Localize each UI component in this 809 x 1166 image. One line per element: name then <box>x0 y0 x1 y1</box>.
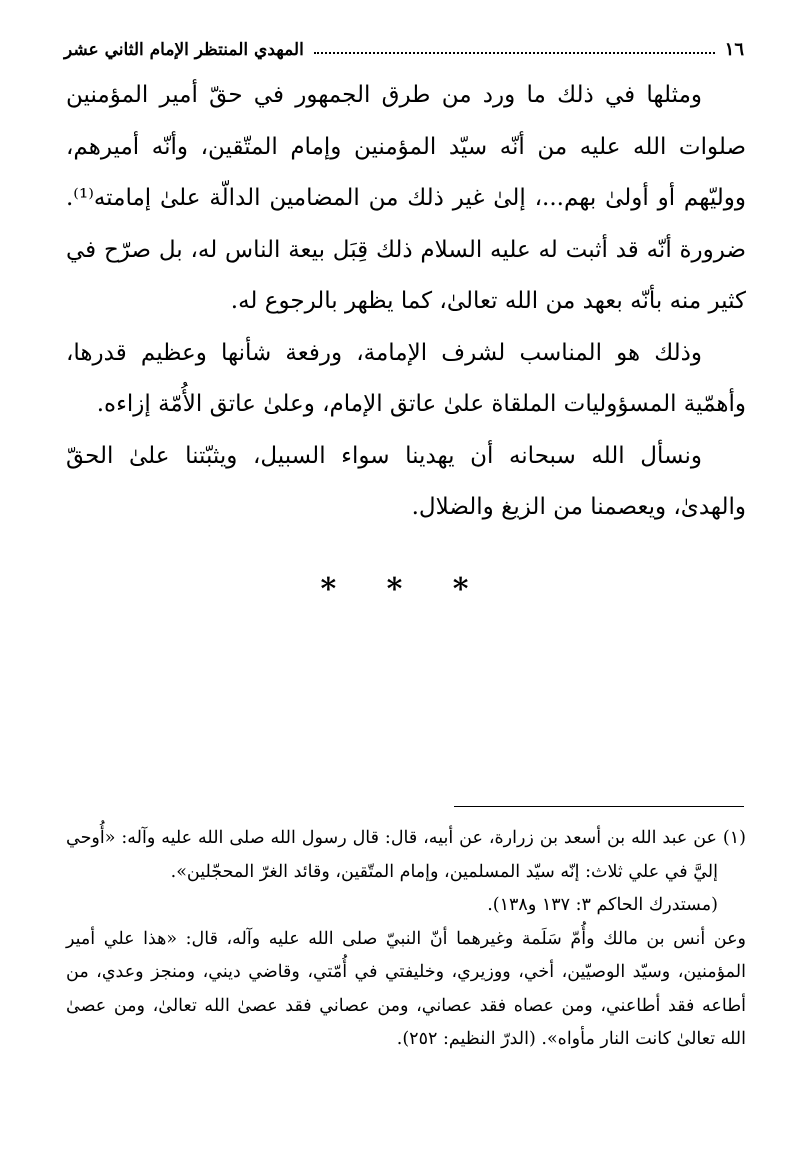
running-title: المهدي المنتظر الإمام الثاني عشر <box>64 40 304 60</box>
running-header <box>64 30 744 60</box>
footnote-text: وعن أنس بن مالك وأُمّ سَلَمة وغيرهما أنّ النبيّ صلى الله عليه وآله، قال: «هذا علي أمير المؤمنين، وسيّد الوصيّين، أخي، ووزيري، وخليفتي في أُمّتي، وقاضي ديني، ومنجز وعدي، من أطاعه فقد أطاعني، ومن عصاه فقد عصاني، ومن عصاني فقد عصىٰ الله تعالىٰ، ومن عصىٰ الله تعالىٰ كانت النار مأواه». (الدرّ النظيم: ٢٥٢). <box>66 928 746 1049</box>
section-separator: * * * <box>320 572 489 607</box>
paragraph: وذلك هو المناسب لشرف الإمامة، ورفعة شأنها وعظيم قدرها، وأهمّية المسؤوليات الملقاة علىٰ عاتق الإمام، وعلىٰ عاتق الأُمّة إزاءه. <box>66 339 746 417</box>
footnote-rule <box>454 806 744 807</box>
footnotes <box>66 822 746 1057</box>
footnote-text: (١) عن عبد الله بن أسعد بن زرارة، عن أبيه، قال: قال رسول الله صلى الله عليه وآله: «أُوحي إليَّ في علي ثلاث: إنّه سيّد المسلمين، وإمام المتّقين، وقائد الغرّ المحجّلين». <box>66 828 746 882</box>
footnote-citation: (مستدرك الحاكم ٣: ١٣٧ و١٣٨). <box>487 895 718 915</box>
dotted-leader <box>314 52 715 54</box>
page-number: ١٦ <box>724 39 744 60</box>
main-text <box>66 70 746 534</box>
paragraph: ونسأل الله سبحانه أن يهدينا سواء السبيل، ويثبّتنا علىٰ الحقّ والهدىٰ، ويعصمنا من الزيغ والضلال. <box>66 442 746 520</box>
paragraph: ومثلها في ذلك ما ورد من طرق الجمهور في حقّ أمير المؤمنين صلوات الله عليه من أنّه سيّد المؤمنين وإمام المتّقين، وأنّه أميرهم، ووليّهم أو أولىٰ بهم...، إلىٰ غير ذلك من المضامين الدالّة علىٰ إمامته⁽¹⁾. ضرورة أنّه قد أثبت له عليه السلام ذلك قِبَل بيعة الناس له، بل صرّح في كثير منه بأنّه بعهد من الله تعالىٰ، كما يظهر بالرجوع له. <box>66 82 746 314</box>
